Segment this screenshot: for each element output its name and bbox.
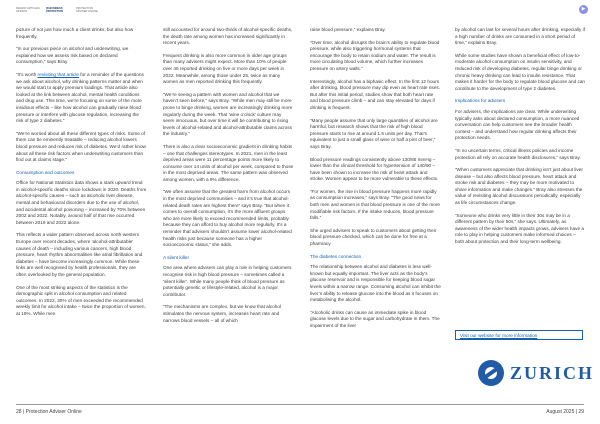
paragraph: Interestingly, alcohol has a biphasic effect. In the first 12 hours after drinking, blood pressure may dip even as heart rate rises. But after this initial period, studies show that both heart rate and blood pressure climb – and can stay elevated for days if drinking is frequent. [310, 78, 441, 110]
paragraph: “In no uncertain terms, critical illness policies and income protection all rely on accurate health disclosures,” says Bray. [455, 147, 581, 160]
paragraph: “We’re worried about all these different types of risks. Some of them can be eminently treatable – reducing alcohol lowers blood pressure and reduces risk of diabetes. We’d rather know about all these risk factors when underwriting customers than find out at claims stage.” [16, 130, 146, 163]
section-heading: The diabetes connection [310, 253, 362, 259]
paragraph: “For women, the rise in blood pressure happens more rapidly as consumption increases,” says Bray. “The good news for both men and women is that blood pressure is one of the more modifiable risk factors. If the intake reduces, blood pressure falls.” [310, 188, 441, 221]
paragraph: “When customers appreciate that drinking isn’t just about liver disease – but also affects blood pressure, heart attack and stroke risk and diabetes – they may be more motivated to share information and make changes.” Bray also stresses the value of revisiting alcohol discussions periodically, especially as life circumstances change. [455, 167, 583, 206]
article-column-4 [455, 27, 586, 252]
paragraph: “Alcoholic drinks can cause an immediate spike in blood glucose levels due to the sugar and carbohydrate in them. The impairment of the liver [310, 309, 440, 328]
zurich-logo-icon [478, 360, 504, 386]
paragraph: “It’s worth revisiting that article for a reminder of the questions we ask about alcohol, why drinking patterns matter and when we would start to apply premium loadings. That article also looked at the link between alcohol, mental health conditions and drug use. This time, we’re focusing on some of the more insidious effects – like how alcohol can gradually raise blood pressure or interfere with glucose regulation, increasing the risk of type 2 diabetes.” [16, 71, 144, 124]
paragraph: While some studies have shown a beneficial effect of low-to-moderate alcohol consumption on insulin sensitivity, and reduced risk of developing diabetes, regular binge drinking or chronic heavy drinking can lead to insulin resistance. That makes it harder for the body to regulate blood glucose and can contribute to the development of type 2 diabetes. [455, 52, 586, 91]
revisiting-article-link[interactable]: revisiting that article [37, 71, 79, 77]
paragraph: One area where advisers can play a role in helping customers recognise risk is high blood pressure – sometimes called a ‘silent killer’. While many people think of blood pressure as potentially genetic or lifestyle-related, alcohol is a major contributor. [163, 265, 292, 297]
play-icon[interactable]: ▶ [579, 5, 588, 14]
zurich-logo [478, 360, 594, 386]
visit-website-box[interactable] [455, 330, 583, 340]
paragraph: Blood pressure readings consistently above 130/85 mmHg – lower than the clinical threshold for hypertension of 140/90 – have been shown to increase the risk of heart attack and stroke. Women appear to be more vulnerable to these effects. [310, 156, 439, 182]
zurich-logo-text: ZURICH [510, 362, 595, 383]
visit-website-link[interactable]: Visit our website for more information [460, 333, 538, 338]
footer-left: 28 | Protection Adviser Online [16, 409, 82, 415]
paragraph: picture of not just how much a client drinks, but also how frequently. [16, 27, 134, 39]
nav-item-pao[interactable]: PROTECTION ADVISER ONLINE [76, 7, 98, 14]
nav-item-recent[interactable]: RECENT ARTICLES OPINION [16, 7, 40, 14]
paragraph: There is also a clear socioeconomic gradient in drinking habits – one that challenges stereotypes. In 2021, men in the least deprived areas were 11 percentage points more likely to consume over 14 units of alcohol per week, compared to those in the most deprived areas. The same pattern was observed among women, with a 9% difference. [163, 143, 294, 182]
paragraph: She urged advisers to speak to customers about getting their blood pressure checked, which can be done for free at a pharmacy. [310, 227, 437, 247]
article-column-1 [16, 27, 147, 324]
paragraph: “We often assume that the greatest harm from alcohol occurs in the most deprived communities – and it’s true that alcohol-related death rates are highest there” says Bray. “But when it comes to overall consumption, it’s the more affluent groups who are more likely to exceed recommended limits, probably because they can afford to buy alcohol more regularly. It’s a reminder that advisers shouldn’t assume lower alcohol-related health risks just because someone has a higher socioeconomic status,” she adds. [163, 189, 292, 248]
paragraph: The relationship between alcohol and diabetes is less well-known but equally important. The liver acts as the body’s glucose reservoir and is responsible for keeping blood sugar levels within a narrow range. Consuming alcohol can inhibit the liver’s ability to release glucose into the blood as it focuses on metabolising the alcohol. [310, 264, 441, 303]
footer-right: August 2025 | 29 [546, 409, 584, 415]
section-heading: Implications for advisers [455, 98, 506, 104]
paragraph: raise blood pressure,” explains Bray. [310, 27, 386, 32]
paragraph: For advisers, the implications are clear. While underwriting typically asks about declared consumption, a more nuanced conversation can help customers see the broader health context – and understand how regular drinking affects their protection needs. [455, 108, 580, 141]
nav-item-business[interactable]: IN BUSINESS PROTECTION [46, 7, 64, 14]
paragraph: This reflects a wider pattern observed across north-western Europe over recent decades, where ‘alcohol-attributable’ causes of death – including various cancers, high blood pressure, heart rhythm abnormalities like atrial fibrillation and diabetes – have become increasingly common. While these links are well recognised by health professionals, they are often overlooked by the general population. [16, 232, 143, 277]
paragraph: “In our previous piece on alcohol and underwriting, we explained how we assess risk based on declared consumption,” says Bray. [16, 46, 129, 65]
paragraph: One of the most striking aspects of the statistics is the demographic split in alcohol consumption and related outcomes. In 2022, 30% of men exceeded the recommended weekly limit for alcohol intake – twice the proportion of women, at 15%. While men [16, 284, 146, 316]
paragraph: “Someone who drinks very little in their 30s may be in a different pattern by their 50s,” she says. Ultimately, as awareness of the wider health impacts grows, advisers have a role to play in helping customers make informed choices – both about protection and their long-term wellbeing. [455, 212, 584, 245]
paragraph: “The mechanisms are complex, but we know that alcohol stimulates the nervous system, increases heart rate and narrows blood vessels – all of which [163, 304, 282, 323]
paragraph: Frequent drinking is also more common in older age groups than many advisers might expect. More than 10% of people over 45 reported drinking on five or more days per week in 2022. Meanwhile, among those under 25, twice as many women as men reported drinking this frequently. [163, 52, 287, 85]
paragraph: by alcohol can last for several hours after drinking, especially if a high number of drinks are consumed in a short period of time,” explains Bray. [455, 27, 586, 46]
section-heading: A silent killer [163, 254, 190, 260]
paragraph: “We’re seeing a pattern with women and alcohol that we haven’t seen before,” says Bray. “While men may still be more prone to binge drinking, women are increasingly drinking more regularly during the week. That ‘wine o’clock’ culture may seem innocuous, but over time it will be contributing to rising levels of alcohol-related and alcohol-attributable claims across the industry.” [163, 91, 293, 137]
paragraph: Office for National Statistics data shows a stark upward trend in alcohol-specific deaths since lockdown in 2020. Deaths from alcohol-specific causes – such as alcoholic liver disease, mental and behavioural disorders due to the use of alcohol, and accidental alcohol poisoning – increased by 70% between 2002 and 2022. Notably, around half of that rise occurred between 2019 and 2022 alone. [16, 180, 147, 225]
article-column-3 [310, 27, 441, 336]
article-column-2 [163, 27, 294, 330]
paragraph: “Many people assume that only large quantities of alcohol are harmful, but research shows that the risk of high blood pressure starts to rise at around 1.5 units per day. That’s equivalent to just a small glass of wine or half a pint of beer,” says Bray. [310, 117, 438, 149]
section-heading: Consumption and outcomes [16, 169, 75, 175]
page-footer [16, 404, 584, 415]
paragraph: still accounted for around two-thirds of alcohol-specific deaths, the death rate among women has increased significantly in recent years. [163, 27, 293, 46]
masthead-nav [16, 7, 100, 14]
paragraph: “Over time, alcohol disrupts the brain’s ability to regulate blood pressure, while also triggering hormonal systems that encourage the body to retain sodium and water. The result is more circulating blood volume, which further increases pressure on artery walls.” [310, 39, 440, 71]
